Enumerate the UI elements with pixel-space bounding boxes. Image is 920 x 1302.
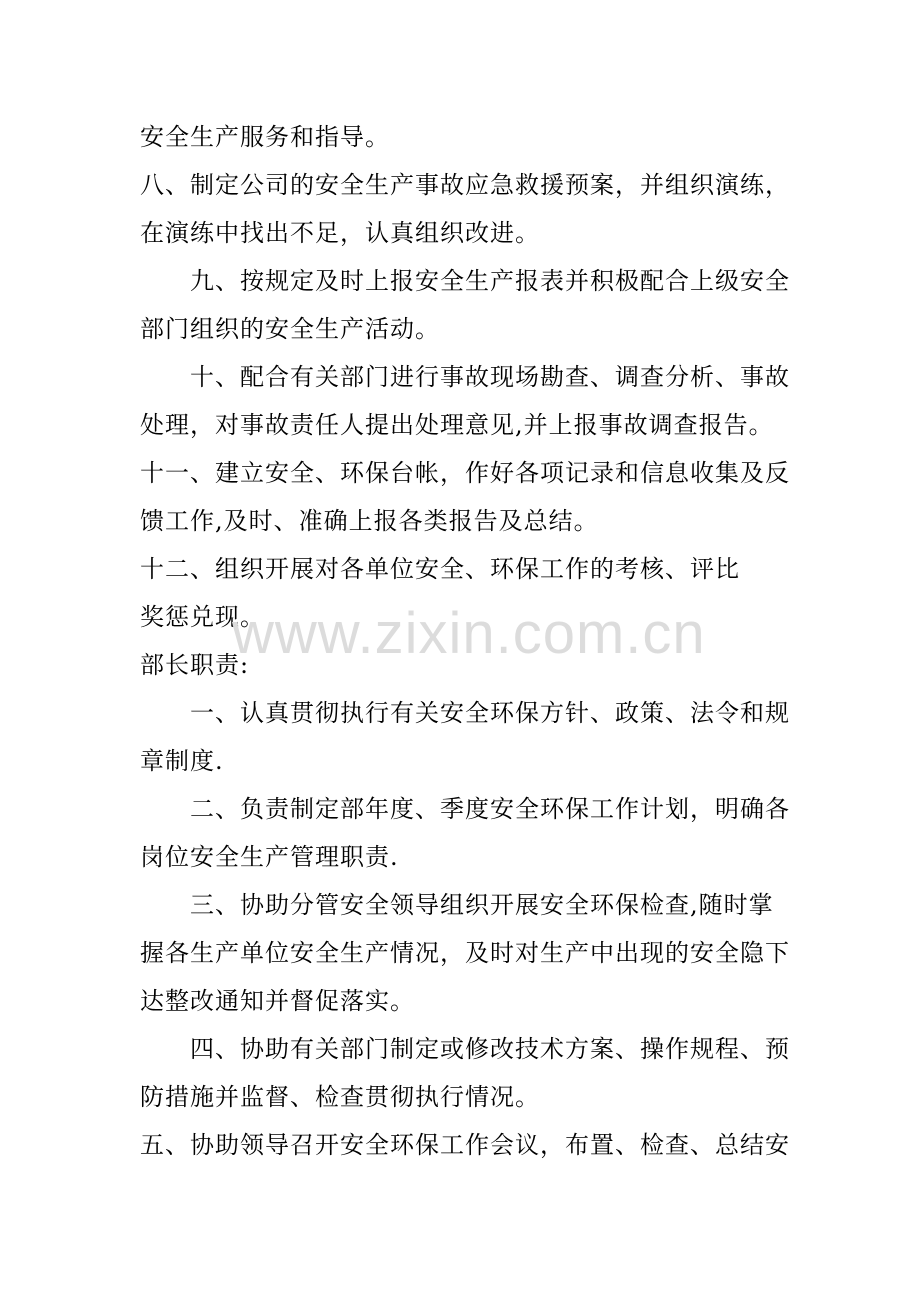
text-line: 防措施并监督、检查贯彻执行情况。 — [140, 1083, 540, 1111]
text-line: 九、按规定及时上报安全生产报表并积极配合上级安全 — [190, 267, 790, 295]
section-heading: 部长职责: — [140, 651, 250, 679]
text-line: 握各生产单位安全生产情况，及时对生产中出现的安全隐下 — [140, 939, 790, 967]
text-line: 馈工作,及时、准确上报各类报告及总结。 — [140, 507, 599, 535]
text-line: 十、配合有关部门进行事故现场勘查、调查分析、事故 — [190, 363, 790, 391]
text-line: 五、协助领导召开安全环保工作会议，布置、检查、总结安 — [140, 1131, 790, 1159]
text-line: 二、负责制定部年度、季度安全环保工作计划，明确各 — [190, 795, 790, 823]
text-line: 处理，对事故责任人提出处理意见,并上报事故调查报告。 — [140, 411, 774, 439]
text-line: 三、协助分管安全领导组织开展安全环保检查,随时掌 — [190, 891, 774, 919]
text-line: 十一、建立安全、环保台帐，作好各项记录和信息收集及反 — [140, 459, 790, 487]
text-line: 岗位安全生产管理职责. — [140, 843, 399, 871]
text-line: 奖惩兑现。 — [140, 603, 265, 631]
text-line: 部门组织的安全生产活动。 — [140, 315, 440, 343]
text-line: 一、认真贯彻执行有关安全环保方针、政策、法令和规 — [190, 699, 790, 727]
text-line: 安全生产服务和指导。 — [140, 123, 390, 151]
text-line: 十二、组织开展对各单位安全、环保工作的考核、评比 — [140, 555, 740, 583]
text-line: 达整改通知并督促落实。 — [140, 987, 415, 1015]
text-line: 章制度. — [140, 747, 224, 775]
text-line: 八、制定公司的安全生产事故应急救援预案，并组织演练， — [140, 171, 790, 199]
text-line: 在演练中找出不足，认真组织改进。 — [140, 219, 540, 247]
watermark: www.zixin.com.cn — [232, 601, 706, 666]
text-line: 四、协助有关部门制定或修改技术方案、操作规程、预 — [190, 1035, 790, 1063]
